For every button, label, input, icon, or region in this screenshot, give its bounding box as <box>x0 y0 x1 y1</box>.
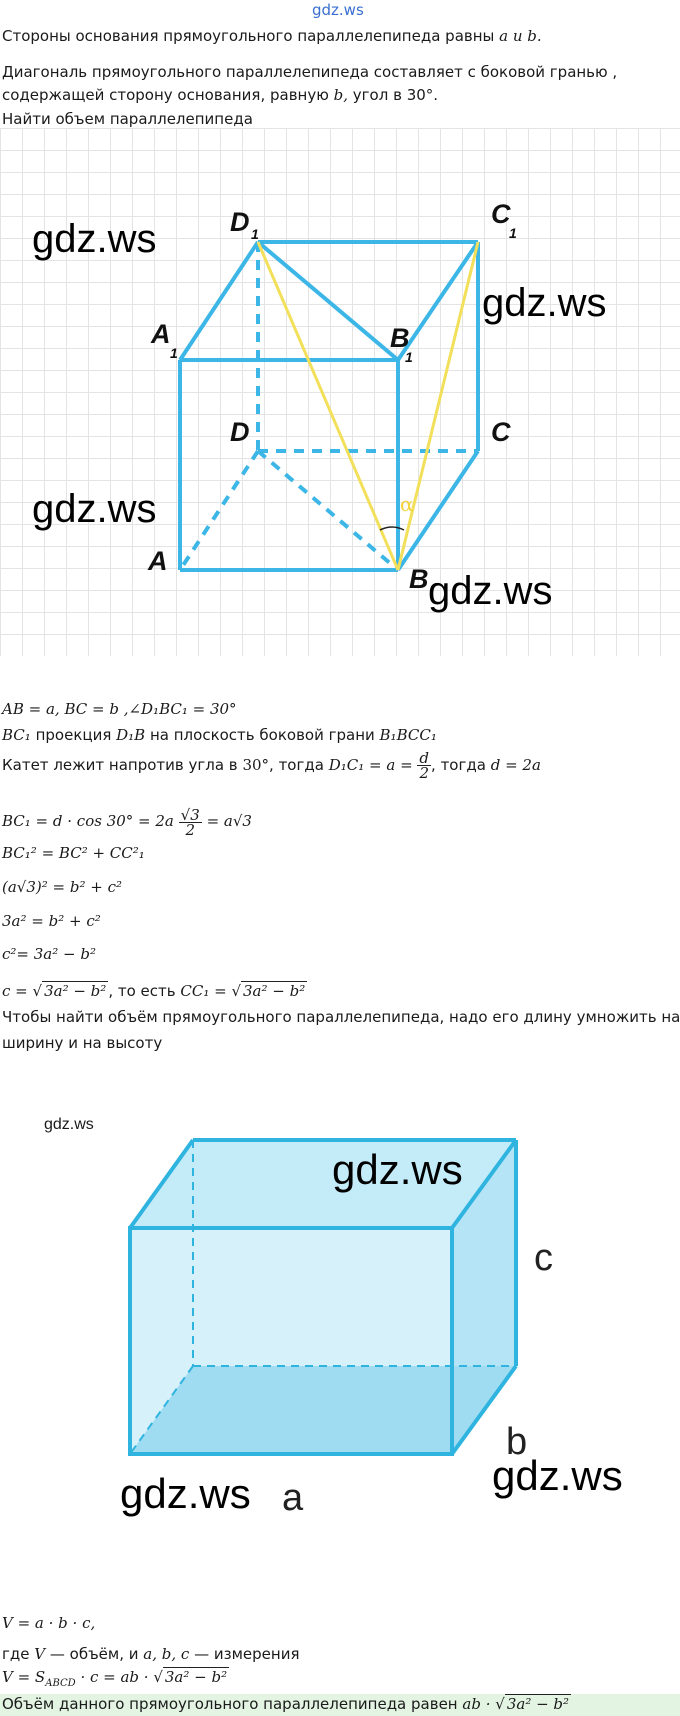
final-line-3 <box>2 1668 229 1693</box>
math: CC₁ = √ <box>180 982 242 1000</box>
figure-2-box <box>0 1120 680 1530</box>
math: BC₁ <box>2 726 31 744</box>
fraction <box>179 805 202 839</box>
figure-1-grid <box>0 128 680 656</box>
solution-line-1: AB = a, BC = b ,∠D₁BC₁ = 30° <box>2 700 237 718</box>
text: Объём данного прямоугольного параллелепипеда равен <box>2 1695 458 1713</box>
label-sub: 1 <box>251 226 259 242</box>
edge-db-hidden <box>258 451 398 570</box>
final-line-1: V = a · b · c, <box>2 1614 96 1632</box>
text: , то есть <box>108 982 176 1000</box>
solution-line-10: Чтобы найти объём прямоугольного параллелепипеда, надо его длину умножить на <box>2 1008 680 1026</box>
math: d = 2a <box>490 756 541 774</box>
label-c: c <box>534 1237 553 1279</box>
solution-line-5: BC₁² = BC² + CC²₁ <box>2 844 145 862</box>
text: где <box>2 1645 30 1663</box>
text: Катет лежит напротив угла в <box>2 756 238 774</box>
problem-line-3 <box>2 86 438 105</box>
watermark: gdz.ws <box>428 569 553 613</box>
math: = a√3 <box>206 812 252 830</box>
label-d: D <box>230 417 250 447</box>
label-a1: A <box>151 319 171 349</box>
bottom-face <box>130 1366 516 1454</box>
text: — объём, и <box>49 1645 139 1663</box>
text: — измерения <box>194 1645 300 1663</box>
math: D₁C₁ = a = <box>328 756 413 774</box>
watermark: gdz.ws <box>120 1470 251 1517</box>
problem-var: b, <box>333 86 349 104</box>
problem-text: Стороны основания прямоугольного параллелепипеда равны <box>2 27 495 45</box>
solution-line-6: (a√3)² = b² + c² <box>2 878 122 896</box>
math: a, b, c <box>143 1645 190 1663</box>
frac-den: 2 <box>185 820 195 839</box>
label-sub: 1 <box>509 225 517 241</box>
frac-den: 2 <box>419 764 429 782</box>
figure-1-parallelepiped <box>0 128 680 656</box>
fraction <box>417 751 431 780</box>
math: D₁B <box>116 726 146 744</box>
watermark: gdz.ws <box>32 487 157 531</box>
label-d1: D <box>230 207 250 237</box>
solution-line-2 <box>2 726 437 745</box>
text: , тогда <box>269 756 324 774</box>
label-b: b <box>506 1421 528 1463</box>
math: · c = ab · √ <box>80 1668 163 1686</box>
frac-num: √3 <box>180 805 200 824</box>
solution-line-11: ширину и на высоту <box>2 1034 163 1052</box>
text: , тогда <box>431 756 486 774</box>
frac-num: d <box>419 749 430 767</box>
watermark: gdz.ws <box>32 217 157 261</box>
solution-line-8: c²= 3a² − b² <box>2 945 96 963</box>
final-line-2 <box>2 1645 299 1664</box>
watermark: gdz.ws <box>492 1452 623 1499</box>
edge-d1a1 <box>180 242 258 360</box>
math: c = √ <box>2 982 43 1000</box>
subscript: ABCD <box>45 1678 76 1689</box>
figure-2-caption: gdz.ws <box>44 1116 94 1133</box>
label-b: B <box>409 564 429 594</box>
edge-da-hidden <box>180 451 258 570</box>
label-b1: B <box>390 323 410 353</box>
radicand: 3a² − b² <box>243 982 306 1000</box>
problem-vars: a и b. <box>499 27 542 45</box>
problem-line-4: Найти объем параллелепипеда <box>2 110 253 128</box>
label-a: A <box>148 546 168 576</box>
text: проекция <box>35 726 112 744</box>
radicand: 3a² − b² <box>44 982 107 1000</box>
solution-line-3 <box>2 750 541 780</box>
math: B₁BCC₁ <box>379 726 437 744</box>
label-sub: 1 <box>170 345 178 361</box>
label-c1: C <box>491 199 511 229</box>
math: 30° <box>242 756 270 774</box>
site-header[interactable]: gdz.ws <box>312 1 364 19</box>
solution-line-9 <box>2 982 307 1001</box>
diagonal-c1b <box>398 242 478 570</box>
solution-line-7: 3a² = b² + c² <box>2 912 101 930</box>
radicand: 3a² − b² <box>164 1668 228 1686</box>
angle-label: α <box>400 492 414 516</box>
watermark: gdz.ws <box>482 281 607 325</box>
problem-text: содержащей сторону основания, равную <box>2 86 329 104</box>
solution-line-4 <box>2 806 252 837</box>
label-a: a <box>282 1477 304 1519</box>
math: V = S <box>2 1668 46 1686</box>
math: BC₁ = d · cos 30° = 2a <box>2 812 174 830</box>
math: ab · √ <box>462 1695 505 1713</box>
radicand: 3a² − b² <box>506 1695 570 1713</box>
angle-arc <box>380 527 404 530</box>
edge-c1b1 <box>398 242 478 360</box>
label-c: C <box>491 417 511 447</box>
math: V <box>34 1645 46 1663</box>
text: на плоскость боковой грани <box>149 726 375 744</box>
diagonal-d1b <box>258 242 398 570</box>
problem-line-1 <box>2 27 542 46</box>
problem-text: угол в 30°. <box>352 86 439 104</box>
edge-d1b1 <box>258 242 398 360</box>
problem-line-2: Диагональ прямоугольного параллелепипеда составляет с боковой гранью , <box>2 63 618 81</box>
watermark: gdz.ws <box>332 1146 463 1193</box>
final-answer <box>2 1695 571 1714</box>
label-sub: 1 <box>405 349 413 365</box>
